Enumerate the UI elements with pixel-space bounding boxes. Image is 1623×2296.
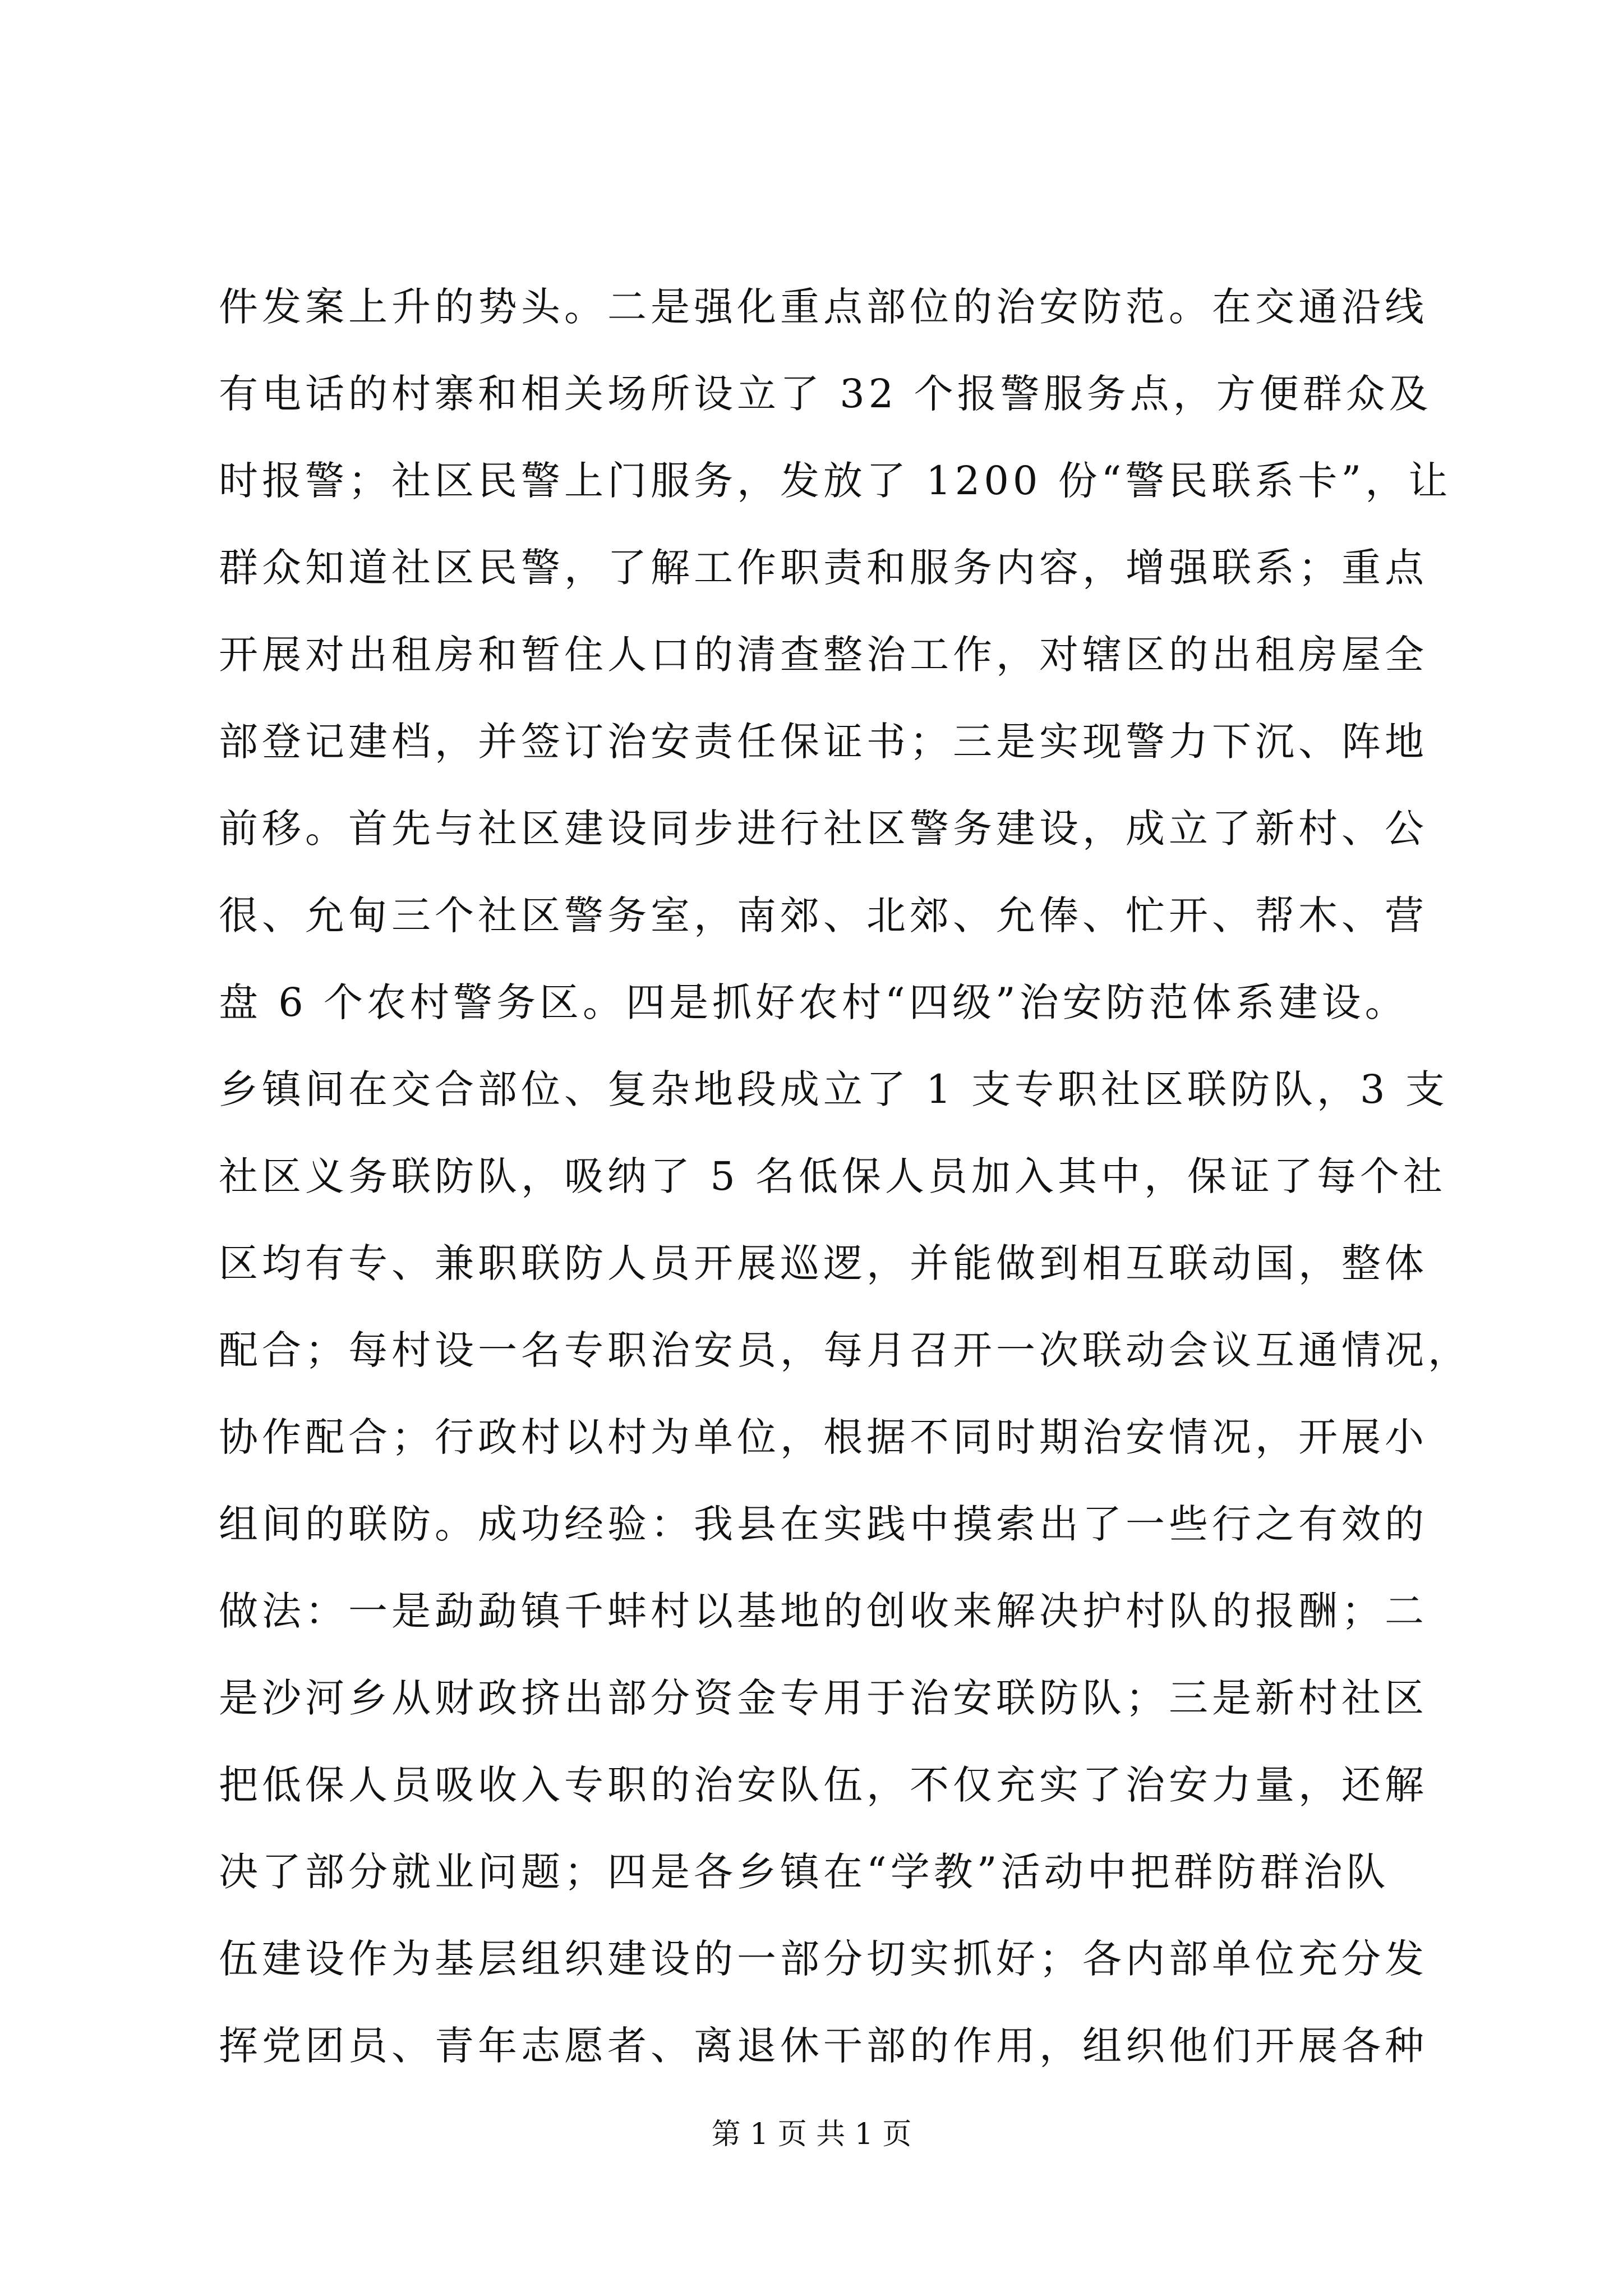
text-line: 很、允甸三个社区警务室，南郊、北郊、允俸、忙开、帮木、营 — [219, 892, 1428, 938]
text-line: 是沙河乡从财政挤出部分资金专用于治安联防队；三是新村社区 — [219, 1675, 1428, 1721]
text-line: 时报警；社区民警上门服务，发放了 1200 份“警民联系卡”，让 — [219, 458, 1452, 504]
text-line: 伍建设作为基层组织建设的一部分切实抓好；各内部单位充分发 — [219, 1936, 1428, 1982]
page-footer — [0, 2115, 1623, 2154]
text-line: 协作配合；行政村以村为单位，根据不同时期治安情况，开展小 — [219, 1414, 1428, 1460]
text-line: 区均有专、兼职联防人员开展巡逻，并能做到相互联动国，整体 — [219, 1240, 1428, 1286]
page-number: 第 1 页 共 1 页 — [711, 2118, 912, 2151]
text-line: 前移。首先与社区建设同步进行社区警务建设，成立了新村、公 — [219, 806, 1428, 852]
text-line: 部登记建档，并签订治安责任保证书；三是实现警力下沉、阵地 — [219, 719, 1428, 765]
text-line: 做法：一是勐勐镇千蚌村以基地的创收来解决护村队的报酬；二 — [219, 1588, 1428, 1634]
text-line: 盘 6 个农村警务区。四是抓好农村“四级”治安防范体系建设。 — [219, 979, 1408, 1025]
text-line: 乡镇间在交合部位、复杂地段成立了 1 支专职社区联防队，3 支 — [219, 1066, 1449, 1112]
text-line: 社区义务联防队，吸纳了 5 名低保人员加入其中，保证了每个社 — [219, 1153, 1447, 1199]
text-line: 挥党团员、青年志愿者、离退休干部的作用，组织他们开展各种 — [219, 2023, 1428, 2069]
text-line: 群众知道社区民警，了解工作职责和服务内容，增强联系；重点 — [219, 545, 1428, 591]
text-line: 配合；每村设一名专职治安员，每月召开一次联动会议互通情况， — [219, 1327, 1471, 1373]
text-line: 件发案上升的势头。二是强化重点部位的治安防范。在交通沿线 — [219, 284, 1428, 330]
text-line: 组间的联防。成功经验：我县在实践中摸索出了一些行之有效的 — [219, 1501, 1428, 1547]
body-text — [219, 264, 1471, 2090]
text-line: 有电话的村寨和相关场所设立了 32 个报警服务点，方便群众及 — [219, 371, 1432, 417]
text-line: 开展对出租房和暂住人口的清查整治工作，对辖区的出租房屋全 — [219, 632, 1428, 678]
text-line: 把低保人员吸收入专职的治安队伍，不仅充实了治安力量，还解 — [219, 1762, 1428, 1808]
text-line: 决了部分就业问题；四是各乡镇在“学教”活动中把群防群治队 — [219, 1849, 1390, 1895]
